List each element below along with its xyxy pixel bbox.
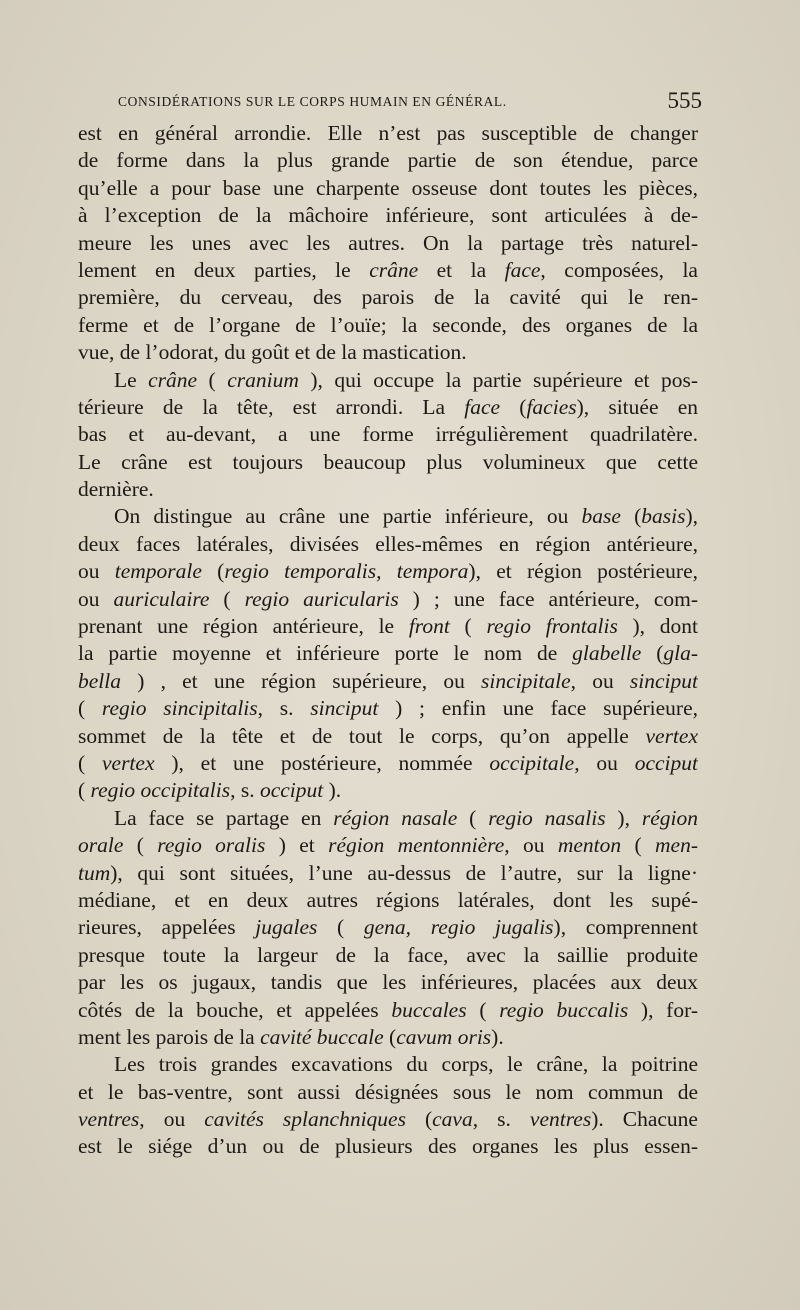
italic-term: cavum oris (396, 1024, 492, 1049)
text-segment: de forme dans la plus grande partie de son étendue, parce (78, 148, 698, 173)
text-line (78, 1133, 698, 1160)
italic-term: occipitale (489, 750, 575, 775)
italic-term: jugales (255, 915, 318, 940)
text-line (78, 723, 698, 750)
italic-term: sinciput (629, 668, 698, 693)
italic-term: cava (432, 1107, 473, 1132)
text-segment: , s. (257, 696, 311, 721)
text-segment: , composées, la (540, 257, 698, 282)
italic-term: base (581, 504, 621, 529)
italic-term: buccales (391, 997, 467, 1022)
italic-term: regio oralis (157, 833, 266, 858)
text-segment: ( (449, 614, 487, 639)
text-line (78, 147, 698, 174)
text-segment: , ou (570, 668, 630, 693)
text-segment: ). (323, 778, 342, 803)
text-segment: ou (78, 586, 114, 611)
text-line (78, 394, 698, 421)
text-line (78, 202, 698, 229)
text-segment: ) , et une région supérieure, ou (121, 668, 482, 693)
text-segment: ( (621, 833, 655, 858)
italic-term: men- (655, 833, 698, 858)
text-segment: ( (78, 778, 91, 803)
italic-term: orale (78, 833, 124, 858)
text-line (78, 969, 698, 996)
text-segment: lement en deux parties, le (78, 257, 370, 282)
text-segment: ou (78, 559, 115, 584)
text-segment: ment les parois de la (78, 1024, 261, 1049)
italic-term: glabelle (572, 641, 642, 666)
body-text (78, 120, 698, 1161)
italic-term: front (408, 614, 450, 639)
text-line (78, 613, 698, 640)
italic-term: auriculaire (113, 586, 210, 611)
text-segment: On distingue au crâne une partie inférieure, ou (114, 504, 582, 529)
text-line (78, 230, 698, 257)
text-segment: ), et région postérieure, (468, 559, 698, 584)
italic-term: regio occipitalis (90, 778, 231, 803)
page-number: 555 (667, 88, 702, 113)
text-segment: ( (405, 1107, 433, 1132)
text-segment: , ou (574, 750, 635, 775)
text-segment: ( (641, 641, 664, 666)
text-segment: à l’exception de la mâchoire inférieure, sont articulées à de- (78, 203, 698, 228)
text-segment: rieures, appelées (78, 915, 256, 940)
italic-term: facies (526, 394, 577, 419)
text-line (78, 1051, 698, 1078)
text-line (78, 887, 698, 914)
text-segment: médiane, et en deux autres régions latérales, dont les supé- (78, 887, 698, 912)
text-line (78, 1079, 698, 1106)
text-line (78, 531, 698, 558)
italic-term: regio temporalis, tempora (224, 559, 469, 584)
text-segment: ( (209, 586, 245, 611)
italic-term: ventres (78, 1107, 140, 1132)
text-segment: ). (491, 1024, 504, 1049)
text-segment: bas et au-devant, a une forme irrégulièrement quadrilatère. (78, 422, 698, 447)
text-segment: ( (123, 833, 158, 858)
text-line (78, 695, 698, 722)
italic-term: ventres (529, 1107, 592, 1132)
text-line (78, 339, 698, 366)
italic-term: cranium (227, 367, 299, 392)
text-segment: ( (78, 750, 102, 775)
italic-term: occiput (259, 778, 324, 803)
text-segment: , ou (504, 833, 558, 858)
italic-term: basis (641, 504, 686, 529)
text-segment: Les trois grandes excavations du corps, le crâne, la poitrine (114, 1052, 698, 1077)
text-line (78, 367, 698, 394)
text-segment: sommet de la tête et de tout le corps, qu’on appelle (78, 723, 646, 748)
text-segment: vue, de l’odorat, du goût et de la mastication. (78, 340, 467, 365)
text-segment: ) ; enfin une face supérieure, (378, 696, 698, 721)
italic-term: crâne (369, 257, 419, 282)
italic-term: regio auricularis (244, 586, 399, 611)
text-segment: presque toute la largeur de la face, avec la saillie produite (78, 942, 698, 967)
text-segment: et la (418, 257, 505, 282)
italic-term: cavités splanchniques (204, 1107, 406, 1132)
italic-term: menton (557, 833, 622, 858)
text-segment: La face se partage en (114, 805, 334, 830)
text-line (78, 1024, 698, 1051)
text-segment: , ou (139, 1107, 205, 1132)
text-segment: ( (457, 805, 489, 830)
text-line (78, 421, 698, 448)
running-header (118, 88, 702, 118)
text-segment: ( (383, 1024, 397, 1049)
text-line (78, 750, 698, 777)
italic-term: gla- (663, 641, 698, 666)
text-segment: ferme et de l’organe de l’ouïe; la seconde, des organes de la (78, 312, 698, 337)
text-segment: ) et (265, 833, 329, 858)
text-segment: ). Chacune (591, 1107, 698, 1132)
text-segment: prenant une région antérieure, le (78, 614, 409, 639)
text-segment: est le siége d’un ou de plusieurs des organes les plus essen- (78, 1134, 698, 1159)
text-segment: ), située en (576, 394, 698, 419)
text-segment: côtés de la bouche, et appelées (78, 997, 392, 1022)
text-line (78, 860, 698, 887)
text-line (78, 449, 698, 476)
text-line (78, 476, 698, 503)
text-segment: ( (500, 394, 527, 419)
italic-term: regio frontalis (486, 614, 618, 639)
text-segment: Le (114, 367, 149, 392)
italic-term: gena, regio jugalis (363, 915, 554, 940)
text-line (78, 312, 698, 339)
italic-term: regio sincipitalis (101, 696, 258, 721)
text-segment: ) ; une face antérieure, com- (398, 586, 698, 611)
text-line (78, 1106, 698, 1133)
text-segment: , s. (472, 1107, 530, 1132)
text-segment: dernière. (78, 477, 154, 502)
text-line (78, 997, 698, 1024)
text-line (78, 586, 698, 613)
text-line (78, 832, 698, 859)
text-segment: la partie moyenne et inférieure porte le nom de (78, 641, 573, 666)
italic-term: vertex (101, 750, 155, 775)
text-segment: meure les unes avec les autres. On la partage très naturel- (78, 230, 698, 255)
text-segment: et le bas-ventre, sont aussi désignées sous le nom commun de (78, 1079, 698, 1104)
text-segment: ), for- (628, 997, 698, 1022)
italic-term: face (464, 394, 501, 419)
text-segment: ), qui sont situées, l’une au-dessus de l’autre, sur la ligne· (110, 860, 698, 885)
italic-term: temporale (114, 559, 202, 584)
italic-term: regio buccalis (499, 997, 629, 1022)
text-line (78, 175, 698, 202)
italic-term: bella (78, 668, 121, 693)
text-line (78, 257, 698, 284)
text-line (78, 805, 698, 832)
text-segment: deux faces latérales, divisées elles-mêmes en région antérieure, (78, 531, 698, 556)
italic-term: sincipitale (481, 668, 571, 693)
text-segment: qu’elle a pour base une charpente osseuse dont toutes les pièces, (78, 175, 698, 200)
text-segment: ), et une postérieure, nommée (154, 750, 490, 775)
text-segment: ( (78, 696, 102, 721)
italic-term: région nasale (333, 805, 458, 830)
italic-term: région mentonnière (328, 833, 505, 858)
text-segment: , s. (230, 778, 260, 803)
text-segment: ( (466, 997, 500, 1022)
text-segment: ), dont (617, 614, 698, 639)
text-segment: ), comprennent (553, 915, 698, 940)
italic-term: région (641, 805, 698, 830)
text-segment: Le crâne est toujours beaucoup plus volumineux que cette (78, 449, 698, 474)
text-segment: ), qui occupe la partie supérieure et pos- (298, 367, 698, 392)
italic-term: cavité buccale (260, 1024, 384, 1049)
text-line (78, 284, 698, 311)
text-segment: ( (620, 504, 642, 529)
text-segment: ( (317, 915, 364, 940)
text-segment: ( (201, 559, 225, 584)
text-segment: par les os jugaux, tandis que les inférieures, placées aux deux (78, 970, 698, 995)
italic-term: occiput (634, 750, 698, 775)
text-segment: ), (685, 504, 698, 529)
text-segment: ( (197, 367, 228, 392)
italic-term: crâne (148, 367, 198, 392)
italic-term: sinciput (310, 696, 379, 721)
italic-term: regio nasalis (488, 805, 606, 830)
text-segment: ), (605, 805, 642, 830)
text-line (78, 640, 698, 667)
text-segment: est en général arrondie. Elle n’est pas susceptible de changer (78, 121, 698, 145)
text-line (78, 503, 698, 530)
italic-term: tum (78, 860, 111, 885)
text-line (78, 120, 698, 147)
text-line (78, 942, 698, 969)
text-line (78, 668, 698, 695)
text-segment: térieure de la tête, est arrondi. La (78, 394, 465, 419)
running-title: CONSIDÉRATIONS SUR LE CORPS HUMAIN EN GÉNÉRAL. (118, 94, 507, 109)
text-segment: première, du cerveau, des parois de la cavité qui le ren- (78, 285, 698, 310)
italic-term: face (504, 257, 541, 282)
text-line (78, 777, 698, 804)
italic-term: vertex (645, 723, 698, 748)
text-line (78, 914, 698, 941)
text-line (78, 558, 698, 585)
